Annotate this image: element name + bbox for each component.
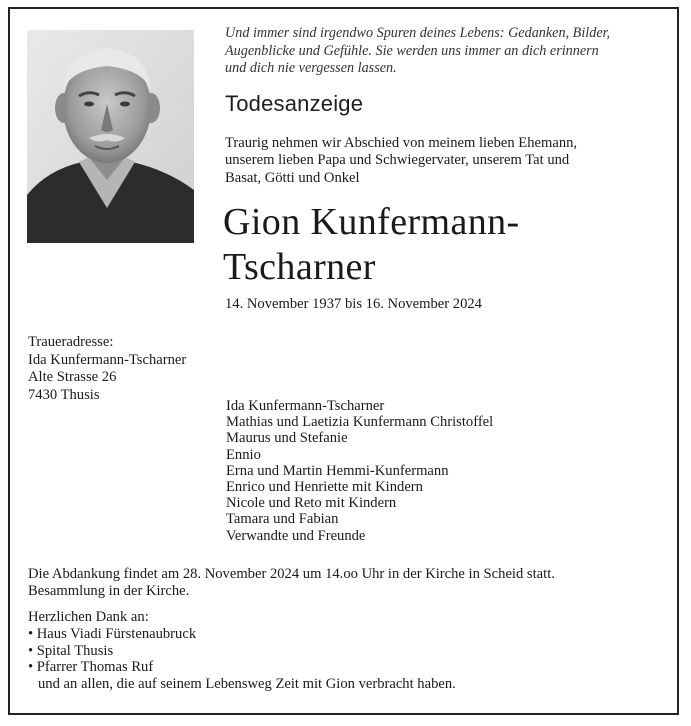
- address-name: Ida Kunfermann-Tscharner: [28, 351, 187, 368]
- thanks-item: • Haus Viadi Fürstenaubruck: [28, 625, 197, 642]
- intro-line: unserem lieben Papa und Schwiegervater, unserem Tat und: [225, 152, 570, 169]
- name-line-2: Tscharner: [223, 246, 376, 288]
- family-member: Tamara und Fabian: [226, 511, 339, 528]
- family-member: Ennio: [226, 446, 261, 463]
- name-line-1: Gion Kunfermann-: [223, 201, 520, 243]
- thanks-closing: und an allen, die auf seinem Lebensweg Zeit mit Gion verbracht haben.: [38, 676, 456, 693]
- address-street: Alte Strasse 26: [28, 369, 117, 385]
- portrait-photo: [27, 30, 194, 243]
- family-list: [226, 398, 493, 544]
- address-label: Traueradresse:: [28, 334, 114, 350]
- intro-line: Traurig nehmen wir Abschied von meinem lieben Ehemann,: [225, 135, 578, 151]
- service-line: Besammlung in der Kirche.: [28, 583, 190, 600]
- intro-text: [225, 135, 670, 187]
- thanks-item: • Pfarrer Thomas Ruf: [28, 659, 154, 676]
- deceased-name: [223, 200, 520, 290]
- family-member: Ida Kunfermann-Tscharner: [226, 398, 385, 414]
- quote-line: Augenblicke und Gefühle. Sie werden uns immer an dich erinnern: [225, 42, 599, 59]
- thanks-section: [28, 609, 456, 693]
- service-line: Die Abdankung findet am 28. November 2024 um 14.oo Uhr in der Kirche in Scheid statt.: [28, 566, 555, 582]
- address-city: 7430 Thusis: [28, 386, 100, 403]
- family-member: Nicole und Reto mit Kindern: [226, 495, 397, 512]
- quote-line: und dich nie vergessen lassen.: [225, 60, 397, 76]
- intro-line: Basat, Götti und Onkel: [225, 169, 360, 186]
- family-member: Erna und Martin Hemmi-Kunfermann: [226, 462, 449, 479]
- service-info: [28, 566, 668, 600]
- memorial-quote: [225, 25, 665, 78]
- family-member: Maurus und Stefanie: [226, 430, 348, 447]
- life-dates: 14. November 1937 bis 16. November 2024: [225, 296, 482, 312]
- thanks-item: • Spital Thusis: [28, 642, 114, 659]
- notice-heading: Todesanzeige: [225, 91, 364, 116]
- family-member: Mathias und Laetizia Kunfermann Christoffel: [226, 414, 494, 431]
- family-member: Verwandte und Freunde: [226, 527, 366, 544]
- family-member: Enrico und Henriette mit Kindern: [226, 479, 423, 496]
- quote-line: Und immer sind irgendwo Spuren deines Lebens: Gedanken, Bilder,: [225, 25, 611, 41]
- thanks-label: Herzlichen Dank an:: [28, 609, 149, 625]
- mourning-address: [28, 334, 186, 404]
